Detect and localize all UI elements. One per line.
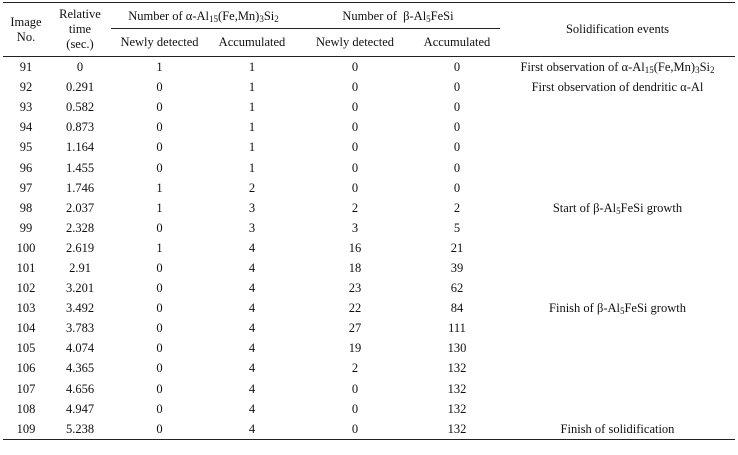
- cell-beta-acc: 62: [450, 281, 464, 296]
- table-row: [3, 379, 735, 399]
- cell-image: 94: [19, 120, 33, 135]
- cell-time: 0: [76, 60, 84, 75]
- cell-beta-new: 23: [348, 281, 362, 296]
- cell-beta-acc: 5: [453, 220, 461, 235]
- cell-beta-new: 0: [351, 140, 359, 155]
- cell-alpha-acc: 4: [248, 281, 256, 296]
- cell-image: 105: [16, 341, 36, 356]
- cell-alpha-new: 1: [156, 240, 163, 255]
- cell-alpha-acc: 1: [248, 80, 256, 95]
- cell-alpha-acc: 1: [248, 60, 256, 75]
- cell-image: 101: [16, 260, 36, 275]
- cell-alpha-acc: 4: [248, 381, 256, 396]
- table-row: [3, 238, 735, 258]
- cell-alpha-new: 0: [156, 260, 163, 275]
- cell-time: 4.365: [65, 361, 95, 376]
- cell-alpha-acc: 4: [248, 361, 256, 376]
- cell-time: 1.455: [65, 160, 95, 175]
- cell-beta-acc: 0: [453, 60, 461, 75]
- cell-alpha-new: 0: [156, 321, 163, 336]
- cell-time: 5.238: [65, 421, 95, 436]
- cell-event: [500, 358, 735, 378]
- cell-beta-acc: 111: [448, 321, 466, 336]
- event-part-pre: Start of β-Al: [552, 200, 617, 215]
- cell-alpha-acc: 2: [248, 180, 256, 195]
- header-image-line2: No.: [16, 29, 36, 44]
- cell-beta-new: 0: [351, 421, 359, 436]
- cell-alpha-new: 0: [156, 220, 163, 235]
- header-image-no: [3, 3, 49, 57]
- cell-beta-new: 3: [351, 220, 359, 235]
- header-time-line3: (sec.): [66, 37, 94, 51]
- cell-beta-acc: 84: [450, 301, 464, 316]
- cell-image: 98: [19, 200, 33, 215]
- cell-beta-acc: 0: [453, 120, 461, 135]
- cell-image: 107: [16, 381, 36, 396]
- table-row: [3, 358, 735, 378]
- cell-time: 0.873: [65, 120, 95, 135]
- cell-alpha-acc: 4: [248, 401, 256, 416]
- cell-alpha-acc: 4: [248, 421, 256, 436]
- cell-alpha-acc: 1: [248, 100, 256, 115]
- cell-beta-acc: 0: [453, 160, 461, 175]
- cell-time: 1.164: [65, 140, 95, 155]
- table-row: [3, 298, 735, 318]
- cell-beta-new: 0: [351, 120, 359, 135]
- table-row: [3, 117, 735, 137]
- cell-time: 4.947: [65, 401, 95, 416]
- cell-alpha-new: 1: [156, 60, 163, 75]
- cell-event: [500, 97, 735, 117]
- event-part-post: FeSi growth: [620, 200, 683, 215]
- cell-alpha-acc: 4: [248, 240, 256, 255]
- cell-beta-new: 0: [351, 401, 359, 416]
- cell-event: [500, 178, 735, 198]
- cell-event: [500, 117, 735, 137]
- cell-time: 0.582: [65, 100, 95, 115]
- cell-image: 92: [19, 80, 33, 95]
- event-part-s3: 2: [710, 65, 715, 76]
- header-image-line1: Image: [10, 14, 42, 29]
- table-row: [3, 258, 735, 278]
- cell-beta-acc: 132: [447, 381, 467, 396]
- cell-event: [500, 318, 735, 338]
- cell-event: [500, 298, 735, 318]
- event-part-mid2: Si: [699, 60, 710, 75]
- cell-alpha-new: 0: [156, 80, 163, 95]
- cell-time: 2.619: [65, 240, 95, 255]
- cell-time: 1.746: [65, 180, 95, 195]
- table-row: [3, 157, 735, 177]
- cell-alpha-new: 0: [156, 120, 163, 135]
- cell-beta-new: 2: [351, 200, 359, 215]
- cell-beta-new: 18: [348, 260, 362, 275]
- cell-time: 4.656: [65, 381, 95, 396]
- table-row: [3, 77, 735, 97]
- event-part-s2: 3: [695, 65, 700, 76]
- cell-image: 108: [16, 401, 36, 416]
- cell-beta-acc: 0: [453, 100, 461, 115]
- event-part-pre: First observation of α-Al: [520, 60, 645, 75]
- cell-beta-new: 0: [351, 381, 359, 396]
- cell-beta-acc: 0: [453, 180, 461, 195]
- cell-event: [500, 198, 735, 218]
- header-alpha-newly: Newly detected: [111, 29, 208, 57]
- alpha-label-pre: Number of α-Al: [128, 9, 210, 24]
- alpha-label-mid: (Fe,Mn): [218, 9, 260, 24]
- cell-image: 97: [19, 180, 33, 195]
- alpha-sub2: 3: [259, 14, 264, 25]
- cell-alpha-acc: 4: [248, 341, 256, 356]
- cell-alpha-acc: 1: [248, 160, 256, 175]
- event-part-pre: Finish of β-Al: [549, 301, 620, 316]
- cell-event: First observation of dendritic α-Al: [531, 80, 704, 95]
- cell-alpha-new: 0: [156, 301, 163, 316]
- event-part-mid: (Fe,Mn): [653, 60, 696, 75]
- cell-event: [500, 278, 735, 298]
- table-row: [3, 137, 735, 157]
- cell-alpha-new: 0: [156, 341, 163, 356]
- cell-beta-new: 0: [351, 80, 359, 95]
- table-row: [3, 178, 735, 198]
- cell-alpha-acc: 4: [248, 260, 256, 275]
- table-body: [3, 57, 735, 440]
- table-row: [3, 278, 735, 298]
- cell-image: 91: [19, 60, 33, 75]
- cell-beta-acc: 132: [447, 361, 467, 376]
- cell-beta-new: 0: [351, 180, 359, 195]
- table-row: [3, 338, 735, 358]
- event-part-post: FeSi growth: [624, 301, 686, 316]
- cell-alpha-new: 0: [156, 100, 163, 115]
- table-row: [3, 318, 735, 338]
- cell-beta-new: 0: [351, 60, 359, 75]
- cell-event: [500, 157, 735, 177]
- cell-beta-acc: 2: [453, 200, 461, 215]
- cell-alpha-new: 0: [156, 381, 163, 396]
- cell-time: 2.037: [65, 200, 95, 215]
- cell-alpha-new: 0: [156, 140, 163, 155]
- cell-alpha-new: 0: [156, 401, 163, 416]
- cell-event: [500, 137, 735, 157]
- cell-time: 4.074: [65, 341, 95, 356]
- cell-image: 93: [19, 100, 33, 115]
- event-part-s1: 5: [616, 205, 621, 216]
- cell-beta-acc: 132: [447, 401, 467, 416]
- cell-beta-new: 22: [348, 301, 362, 316]
- alpha-label-mid2: Si: [263, 9, 275, 24]
- cell-alpha-new: 1: [156, 180, 163, 195]
- cell-image: 95: [19, 140, 33, 155]
- cell-alpha-new: 0: [156, 281, 163, 296]
- cell-alpha-acc: 3: [248, 200, 256, 215]
- header-events: Solidification events: [500, 3, 735, 57]
- cell-image: 99: [19, 220, 33, 235]
- cell-event: [500, 399, 735, 419]
- header-alpha-group: [111, 3, 296, 29]
- cell-beta-new: 2: [351, 361, 359, 376]
- cell-time: 3.783: [65, 321, 95, 336]
- header-beta-group: [296, 3, 500, 29]
- cell-image: 106: [16, 361, 36, 376]
- cell-image: 103: [16, 301, 36, 316]
- cell-time: 3.492: [65, 301, 95, 316]
- cell-beta-acc: 0: [453, 80, 461, 95]
- table-row: [3, 399, 735, 419]
- cell-event: [500, 57, 735, 78]
- cell-event: [500, 218, 735, 238]
- cell-image: 102: [16, 281, 36, 296]
- cell-time: 2.91: [69, 260, 91, 275]
- cell-beta-acc: 0: [453, 140, 461, 155]
- event-part-s1: 15: [644, 65, 654, 76]
- table-row: [3, 218, 735, 238]
- cell-beta-new: 27: [348, 321, 362, 336]
- solidification-table: [3, 2, 735, 440]
- cell-beta-new: 16: [348, 240, 362, 255]
- cell-image: 96: [19, 160, 33, 175]
- beta-label-post: FeSi: [430, 9, 454, 24]
- table-row: [3, 198, 735, 218]
- header-time-line2: time: [68, 22, 92, 36]
- alpha-sub3: 2: [274, 14, 279, 25]
- cell-time: 2.328: [65, 220, 95, 235]
- cell-beta-acc: 132: [447, 421, 467, 436]
- header-time-line1: Relative: [59, 7, 101, 21]
- event-part-s1: 5: [619, 306, 625, 317]
- header-relative-time: [49, 3, 111, 57]
- beta-sub1: 5: [426, 14, 431, 25]
- table-row: [3, 97, 735, 117]
- cell-event: [500, 338, 735, 358]
- header-beta-newly: Newly detected: [296, 29, 414, 57]
- cell-beta-new: 0: [351, 100, 359, 115]
- table-row: [3, 57, 735, 78]
- cell-event: [500, 238, 735, 258]
- cell-alpha-new: 1: [156, 200, 163, 215]
- cell-beta-new: 0: [351, 160, 359, 175]
- cell-image: 100: [16, 240, 36, 255]
- cell-event: Finish of solidification: [560, 421, 675, 436]
- cell-alpha-acc: 1: [248, 120, 256, 135]
- cell-event: [500, 379, 735, 399]
- header-beta-accum: Accumulated: [414, 29, 500, 57]
- cell-time: 0.291: [65, 80, 95, 95]
- cell-beta-acc: 39: [450, 260, 464, 275]
- beta-label-pre: Number of β-Al: [342, 9, 427, 24]
- cell-time: 3.201: [65, 281, 95, 296]
- cell-beta-acc: 21: [450, 240, 464, 255]
- cell-alpha-new: 0: [156, 160, 163, 175]
- alpha-sub1: 15: [209, 14, 219, 25]
- table-row: [3, 419, 735, 440]
- cell-alpha-acc: 4: [248, 301, 256, 316]
- cell-alpha-acc: 3: [248, 220, 256, 235]
- cell-alpha-acc: 1: [248, 140, 256, 155]
- cell-image: 109: [16, 421, 36, 436]
- cell-alpha-new: 0: [156, 361, 163, 376]
- cell-event: [500, 258, 735, 278]
- cell-image: 104: [16, 321, 36, 336]
- cell-beta-new: 19: [348, 341, 362, 356]
- cell-alpha-acc: 4: [248, 321, 256, 336]
- cell-beta-acc: 130: [447, 341, 467, 356]
- cell-alpha-new: 0: [156, 421, 163, 436]
- header-alpha-accum: Accumulated: [208, 29, 296, 57]
